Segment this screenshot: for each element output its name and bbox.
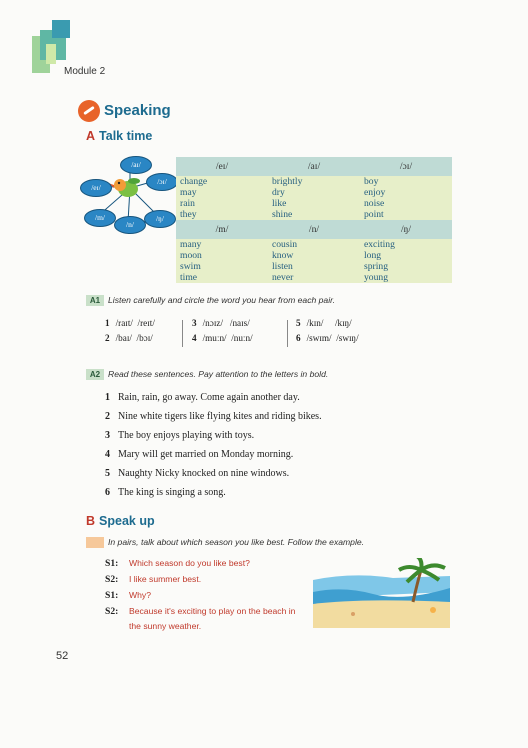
table-header-cell: /ŋ/ (360, 220, 452, 239)
section-b-title: Speak up (99, 514, 155, 528)
word: may (180, 187, 197, 198)
pair-row: 4 /muːn/ /nuːn/ (192, 333, 253, 343)
word: exciting (364, 239, 395, 250)
table-row (176, 176, 452, 198)
table-header-cell: /ɔɪ/ (360, 157, 452, 176)
table-header-cell: /aɪ/ (268, 157, 360, 176)
sentence-list (105, 388, 322, 502)
word: never (272, 272, 294, 283)
a2-instruction: Read these sentences. Pay attention to the letters in bold. (108, 369, 329, 379)
pair-row: 2 /baɪ/ /bɔɪ/ (105, 333, 153, 343)
task-tag-a1: A1 (86, 295, 104, 306)
dialog-line: S1: Why? (105, 590, 151, 601)
page-number: 52 (56, 650, 69, 662)
table-header-row (176, 220, 452, 239)
section-a-title: Talk time (99, 129, 153, 143)
word: know (272, 250, 294, 261)
table-cell (268, 239, 360, 261)
word: noise (364, 198, 385, 209)
bubble-ng: /ŋ/ (144, 210, 176, 228)
table-cell (176, 176, 268, 198)
bubble-oi: /ɔɪ/ (146, 173, 178, 191)
dialog-line: the sunny weather. (129, 621, 202, 631)
table-cell (360, 198, 452, 220)
table-cell (268, 261, 360, 283)
word: brightly (272, 176, 303, 187)
bubble-ei: /eɪ/ (80, 179, 112, 197)
word: long (364, 250, 382, 261)
pairs-col-1 (105, 318, 155, 348)
task-tag-a2: A2 (86, 369, 104, 380)
list-item: 3 The boy enjoys playing with toys. (105, 430, 255, 441)
pairs-col-2 (192, 318, 253, 348)
section-a-heading (86, 129, 152, 143)
section-b-letter: B (86, 514, 96, 528)
b-instruction: In pairs, talk about which season you like best. Follow the example. (108, 537, 365, 547)
table-cell (268, 198, 360, 220)
divider (182, 320, 183, 347)
pair-word[interactable]: /swɪŋ/ (336, 333, 359, 343)
a1-instruction: Listen carefully and circle the word you hear from each pair. (108, 295, 336, 305)
word: spring (364, 261, 388, 272)
pair-row: 5 /kɪn/ /kɪŋ/ (296, 318, 352, 328)
list-item: 4 Mary will get married on Monday morning. (105, 449, 294, 460)
word: time (180, 272, 198, 283)
pair-word[interactable]: /nuːn/ (231, 333, 253, 343)
module-corner-logo (0, 0, 90, 75)
list-item: 6 The king is singing a song. (105, 487, 226, 498)
speaking-icon (78, 100, 100, 122)
word: change (180, 176, 208, 187)
pair-word[interactable]: /kɪŋ/ (334, 318, 352, 328)
section-b-heading (86, 514, 155, 528)
pair-word[interactable]: /raɪt/ (115, 318, 133, 328)
dialog-line: S2: I like summer best. (105, 574, 202, 585)
pair-word[interactable]: /nɔɪz/ (202, 318, 224, 328)
pair-row: 1 /raɪt/ /reɪt/ (105, 318, 155, 328)
module-label: Module 2 (64, 66, 106, 77)
pair-row: 6 /swɪm/ /swɪŋ/ (296, 333, 359, 343)
dialog-line: S1: Which season do you like best? (105, 558, 250, 569)
speaking-title: Speaking (104, 102, 171, 119)
word: dry (272, 187, 285, 198)
table-row (176, 239, 452, 261)
pairs-col-3 (296, 318, 359, 348)
table-row (176, 261, 452, 283)
section-a-letter: A (86, 129, 96, 143)
dialog-line: S2: Because it's exciting to play on the beach in (105, 606, 296, 617)
word: moon (180, 250, 202, 261)
table-cell (176, 261, 268, 283)
pair-row: 3 /nɔɪz/ /naɪs/ (192, 318, 250, 328)
phoneme-table (176, 157, 452, 283)
pair-word[interactable]: /swɪm/ (306, 333, 332, 343)
word: enjoy (364, 187, 386, 198)
table-cell (176, 198, 268, 220)
bubble-m: /m/ (84, 209, 116, 227)
bubble-ai: /aɪ/ (120, 156, 152, 174)
word: shine (272, 209, 293, 220)
table-header-cell: /eɪ/ (176, 157, 268, 176)
word: listen (272, 261, 293, 272)
divider (287, 320, 288, 347)
pair-word[interactable]: /baɪ/ (115, 333, 132, 343)
word: many (180, 239, 202, 250)
pair-word[interactable]: /kɪn/ (306, 318, 324, 328)
word: point (364, 209, 384, 220)
word: swim (180, 261, 201, 272)
table-row (176, 198, 452, 220)
table-cell (176, 239, 268, 261)
list-item: 1 Rain, rain, go away. Come again another day. (105, 392, 300, 403)
table-header-cell: /m/ (176, 220, 268, 239)
bubble-n: /n/ (114, 216, 146, 234)
word: they (180, 209, 197, 220)
pair-word[interactable]: /muːn/ (202, 333, 227, 343)
table-cell (360, 176, 452, 198)
word: rain (180, 198, 195, 209)
list-item: 2 Nine white tigers like flying kites and riding bikes. (105, 411, 322, 422)
pair-word[interactable]: /naɪs/ (229, 318, 250, 328)
table-cell (268, 176, 360, 198)
table-header-row (176, 157, 452, 176)
task-tag-b (86, 537, 104, 548)
word: like (272, 198, 287, 209)
pair-word[interactable]: /reɪt/ (137, 318, 155, 328)
table-cell (360, 239, 452, 261)
word: cousin (272, 239, 298, 250)
table-cell (360, 261, 452, 283)
dialog (105, 555, 295, 633)
table-header-cell: /n/ (268, 220, 360, 239)
bird-illustration (106, 171, 146, 201)
pair-word[interactable]: /bɔɪ/ (136, 333, 153, 343)
word: boy (364, 176, 379, 187)
list-item: 5 Naughty Nicky knocked on nine windows. (105, 468, 290, 479)
word: young (364, 272, 388, 283)
beach-illustration (313, 558, 450, 628)
